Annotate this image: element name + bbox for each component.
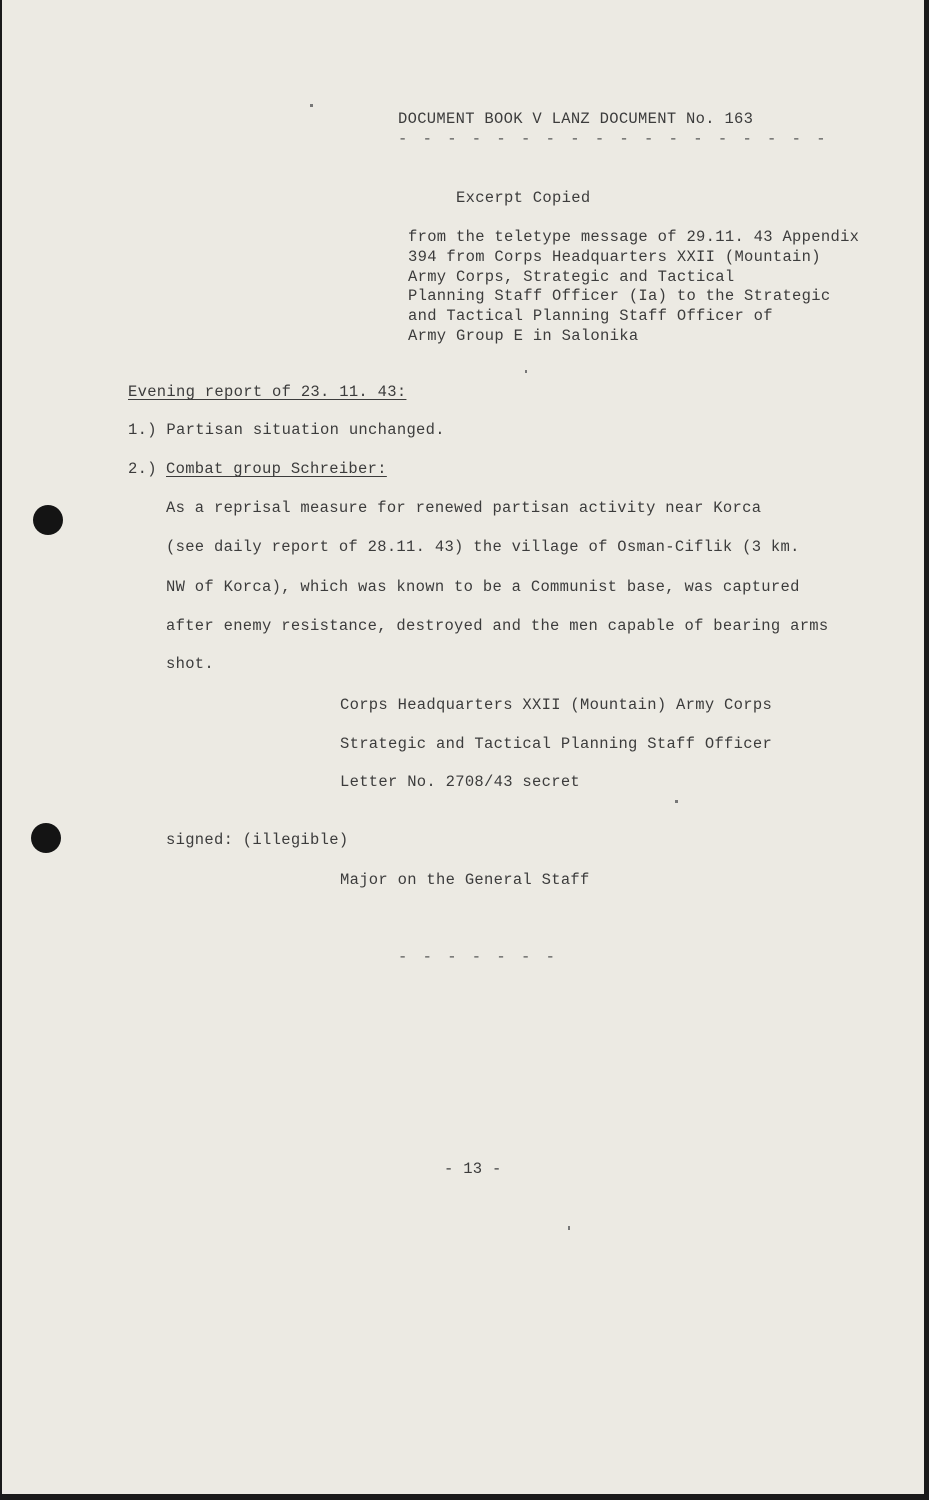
excerpt-line: and Tactical Planning Staff Officer of xyxy=(408,307,773,325)
report-item-1: 1.) Partisan situation unchanged. xyxy=(128,421,445,439)
punch-hole-bottom xyxy=(31,823,61,853)
paper-speck xyxy=(525,370,527,373)
paper-speck xyxy=(568,1226,570,1230)
excerpt-line: Planning Staff Officer (Ia) to the Strategic xyxy=(408,287,831,305)
signed-line: signed: (illegible) xyxy=(166,831,349,849)
title-rule: - - - - - - - - - - - - - - - - - - xyxy=(398,130,829,148)
excerpt-line: 394 from Corps Headquarters XXII (Mountain) xyxy=(408,248,821,266)
excerpt-line: from the teletype message of 29.11. 43 Appendix xyxy=(408,228,860,246)
body-line: (see daily report of 28.11. 43) the village of Osman-Ciflik (3 km. xyxy=(166,538,800,556)
body-line: after enemy resistance, destroyed and the men capable of bearing arms xyxy=(166,617,829,635)
excerpt-heading: Excerpt Copied xyxy=(456,189,591,207)
report-item-2-heading: Combat group Schreiber: xyxy=(166,460,387,478)
paper-speck xyxy=(675,800,678,803)
body-line: shot. xyxy=(166,655,215,673)
document-page xyxy=(2,0,924,1494)
page-number: - 13 - xyxy=(444,1160,502,1178)
punch-hole-top xyxy=(33,505,63,535)
report-item-2-number: 2.) xyxy=(128,460,157,478)
paper-speck xyxy=(310,104,313,107)
body-line: NW of Korca), which was known to be a Communist base, was captured xyxy=(166,578,800,596)
sender-line: Corps Headquarters XXII (Mountain) Army Corps xyxy=(340,696,773,714)
sender-line: Letter No. 2708/43 secret xyxy=(340,773,581,791)
signatory-rank: Major on the General Staff xyxy=(340,871,590,889)
body-line: As a reprisal measure for renewed partisan activity near Korca xyxy=(166,499,762,517)
excerpt-line: Army Group E in Salonika xyxy=(408,327,639,345)
closing-rule: - - - - - - - xyxy=(398,948,558,966)
report-heading: Evening report of 23. 11. 43: xyxy=(128,383,407,401)
sender-line: Strategic and Tactical Planning Staff Officer xyxy=(340,735,773,753)
excerpt-line: Army Corps, Strategic and Tactical xyxy=(408,268,735,286)
document-title: DOCUMENT BOOK V LANZ DOCUMENT No. 163 xyxy=(398,110,754,128)
